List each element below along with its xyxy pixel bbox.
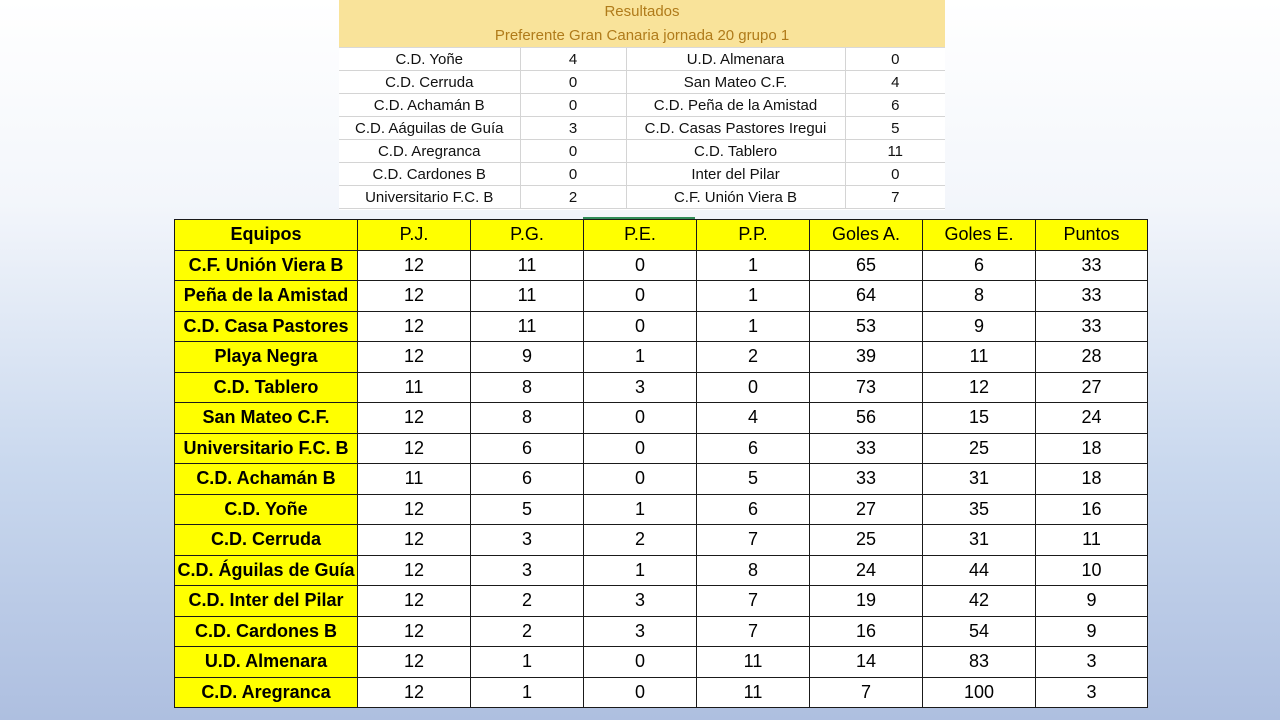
pj-cell: 11 xyxy=(358,464,471,495)
away-goals-cell: 4 xyxy=(845,71,945,94)
pe-cell: 3 xyxy=(584,616,697,647)
standings-row xyxy=(175,311,1148,342)
pp-cell: 2 xyxy=(697,342,810,373)
pj-cell: 12 xyxy=(358,525,471,556)
pg-cell: 9 xyxy=(471,342,584,373)
pe-cell: 0 xyxy=(584,250,697,281)
standings-panel xyxy=(174,219,1147,708)
pp-cell: 1 xyxy=(697,281,810,312)
away-team-cell: San Mateo C.F. xyxy=(626,71,845,94)
standings-row xyxy=(175,342,1148,373)
team-cell: C.F. Unión Viera B xyxy=(175,250,358,281)
standings-row xyxy=(175,586,1148,617)
goles-e-cell: 11 xyxy=(923,342,1036,373)
pj-cell: 12 xyxy=(358,403,471,434)
pp-cell: 11 xyxy=(697,677,810,708)
puntos-cell: 3 xyxy=(1036,647,1148,678)
away-team-cell: Inter del Pilar xyxy=(626,163,845,186)
standings-row xyxy=(175,403,1148,434)
results-panel xyxy=(339,0,945,210)
home-goals-cell: 0 xyxy=(520,71,626,94)
goles-a-cell: 65 xyxy=(810,250,923,281)
selection-marker xyxy=(583,217,695,219)
away-goals-cell: 0 xyxy=(845,48,945,71)
home-team-cell: C.D. Aregranca xyxy=(339,140,520,163)
result-row xyxy=(339,186,945,209)
pp-cell: 8 xyxy=(697,555,810,586)
goles-e-cell: 6 xyxy=(923,250,1036,281)
pj-cell: 12 xyxy=(358,281,471,312)
header-pp: P.P. xyxy=(697,220,810,251)
standings-row xyxy=(175,250,1148,281)
team-cell: C.D. Inter del Pilar xyxy=(175,586,358,617)
pe-cell: 1 xyxy=(584,494,697,525)
goles-e-cell: 44 xyxy=(923,555,1036,586)
pe-cell: 0 xyxy=(584,647,697,678)
goles-a-cell: 24 xyxy=(810,555,923,586)
pg-cell: 6 xyxy=(471,464,584,495)
team-cell: C.D. Achamán B xyxy=(175,464,358,495)
standings-row xyxy=(175,433,1148,464)
puntos-cell: 3 xyxy=(1036,677,1148,708)
pe-cell: 0 xyxy=(584,677,697,708)
result-row xyxy=(339,94,945,117)
pe-cell: 0 xyxy=(584,311,697,342)
away-team-cell: C.D. Peña de la Amistad xyxy=(626,94,845,117)
pj-cell: 12 xyxy=(358,311,471,342)
standings-table xyxy=(174,219,1148,708)
standings-row xyxy=(175,525,1148,556)
pj-cell: 12 xyxy=(358,677,471,708)
pe-cell: 0 xyxy=(584,403,697,434)
puntos-cell: 9 xyxy=(1036,616,1148,647)
away-team-cell: C.D. Casas Pastores Iregui xyxy=(626,117,845,140)
goles-a-cell: 64 xyxy=(810,281,923,312)
results-subtitle: Preferente Gran Canaria jornada 20 grupo 1 xyxy=(339,24,945,48)
standings-row xyxy=(175,616,1148,647)
goles-a-cell: 16 xyxy=(810,616,923,647)
goles-a-cell: 27 xyxy=(810,494,923,525)
pp-cell: 7 xyxy=(697,586,810,617)
goles-e-cell: 35 xyxy=(923,494,1036,525)
result-row xyxy=(339,71,945,94)
puntos-cell: 16 xyxy=(1036,494,1148,525)
pp-cell: 1 xyxy=(697,250,810,281)
home-team-cell: Universitario F.C. B xyxy=(339,186,520,209)
team-cell: C.D. Yoñe xyxy=(175,494,358,525)
home-goals-cell: 2 xyxy=(520,186,626,209)
puntos-cell: 18 xyxy=(1036,464,1148,495)
home-team-cell: C.D. Yoñe xyxy=(339,48,520,71)
team-cell: Universitario F.C. B xyxy=(175,433,358,464)
home-goals-cell: 0 xyxy=(520,94,626,117)
pp-cell: 6 xyxy=(697,433,810,464)
pp-cell: 1 xyxy=(697,311,810,342)
pp-cell: 0 xyxy=(697,372,810,403)
pj-cell: 12 xyxy=(358,433,471,464)
standings-row xyxy=(175,281,1148,312)
puntos-cell: 27 xyxy=(1036,372,1148,403)
pp-cell: 4 xyxy=(697,403,810,434)
pe-cell: 0 xyxy=(584,433,697,464)
away-team-cell: U.D. Almenara xyxy=(626,48,845,71)
pj-cell: 12 xyxy=(358,494,471,525)
away-team-cell: C.F. Unión Viera B xyxy=(626,186,845,209)
pg-cell: 2 xyxy=(471,616,584,647)
pg-cell: 1 xyxy=(471,677,584,708)
pg-cell: 11 xyxy=(471,281,584,312)
team-cell: C.D. Cerruda xyxy=(175,525,358,556)
home-team-cell: C.D. Cardones B xyxy=(339,163,520,186)
pe-cell: 2 xyxy=(584,525,697,556)
header-goles-e: Goles E. xyxy=(923,220,1036,251)
header-equipos: Equipos xyxy=(175,220,358,251)
results-title: Resultados xyxy=(339,0,945,24)
puntos-cell: 33 xyxy=(1036,311,1148,342)
goles-a-cell: 39 xyxy=(810,342,923,373)
puntos-cell: 33 xyxy=(1036,281,1148,312)
standings-row xyxy=(175,372,1148,403)
goles-a-cell: 53 xyxy=(810,311,923,342)
pg-cell: 6 xyxy=(471,433,584,464)
pe-cell: 1 xyxy=(584,342,697,373)
pg-cell: 3 xyxy=(471,555,584,586)
pg-cell: 3 xyxy=(471,525,584,556)
goles-e-cell: 8 xyxy=(923,281,1036,312)
puntos-cell: 24 xyxy=(1036,403,1148,434)
pe-cell: 0 xyxy=(584,281,697,312)
goles-e-cell: 25 xyxy=(923,433,1036,464)
pp-cell: 5 xyxy=(697,464,810,495)
goles-e-cell: 12 xyxy=(923,372,1036,403)
team-cell: C.D. Aregranca xyxy=(175,677,358,708)
pj-cell: 12 xyxy=(358,342,471,373)
pp-cell: 7 xyxy=(697,525,810,556)
pp-cell: 11 xyxy=(697,647,810,678)
team-cell: C.D. Tablero xyxy=(175,372,358,403)
header-puntos: Puntos xyxy=(1036,220,1148,251)
puntos-cell: 9 xyxy=(1036,586,1148,617)
home-goals-cell: 0 xyxy=(520,163,626,186)
team-cell: C.D. Cardones B xyxy=(175,616,358,647)
pj-cell: 11 xyxy=(358,372,471,403)
goles-a-cell: 7 xyxy=(810,677,923,708)
result-row xyxy=(339,48,945,71)
home-goals-cell: 4 xyxy=(520,48,626,71)
goles-e-cell: 83 xyxy=(923,647,1036,678)
away-goals-cell: 6 xyxy=(845,94,945,117)
goles-e-cell: 15 xyxy=(923,403,1036,434)
standings-row xyxy=(175,555,1148,586)
pg-cell: 11 xyxy=(471,311,584,342)
standings-row xyxy=(175,464,1148,495)
goles-a-cell: 73 xyxy=(810,372,923,403)
team-cell: U.D. Almenara xyxy=(175,647,358,678)
home-goals-cell: 0 xyxy=(520,140,626,163)
team-cell: Peña de la Amistad xyxy=(175,281,358,312)
header-pe: P.E. xyxy=(584,220,697,251)
header-goles-a: Goles A. xyxy=(810,220,923,251)
standings-row xyxy=(175,647,1148,678)
header-pg: P.G. xyxy=(471,220,584,251)
pg-cell: 11 xyxy=(471,250,584,281)
result-row xyxy=(339,140,945,163)
goles-e-cell: 100 xyxy=(923,677,1036,708)
puntos-cell: 18 xyxy=(1036,433,1148,464)
team-cell: C.D. Casa Pastores xyxy=(175,311,358,342)
pg-cell: 8 xyxy=(471,403,584,434)
away-goals-cell: 7 xyxy=(845,186,945,209)
away-goals-cell: 0 xyxy=(845,163,945,186)
pg-cell: 8 xyxy=(471,372,584,403)
pp-cell: 6 xyxy=(697,494,810,525)
pg-cell: 5 xyxy=(471,494,584,525)
goles-a-cell: 56 xyxy=(810,403,923,434)
away-goals-cell: 11 xyxy=(845,140,945,163)
goles-a-cell: 19 xyxy=(810,586,923,617)
header-pj: P.J. xyxy=(358,220,471,251)
pg-cell: 1 xyxy=(471,647,584,678)
team-cell: San Mateo C.F. xyxy=(175,403,358,434)
standings-row xyxy=(175,494,1148,525)
team-cell: C.D. Águilas de Guía xyxy=(175,555,358,586)
pe-cell: 0 xyxy=(584,464,697,495)
goles-a-cell: 33 xyxy=(810,464,923,495)
goles-e-cell: 42 xyxy=(923,586,1036,617)
home-team-cell: C.D. Aáguilas de Guía xyxy=(339,117,520,140)
away-goals-cell: 5 xyxy=(845,117,945,140)
pg-cell: 2 xyxy=(471,586,584,617)
goles-a-cell: 14 xyxy=(810,647,923,678)
team-cell: Playa Negra xyxy=(175,342,358,373)
goles-e-cell: 31 xyxy=(923,525,1036,556)
pe-cell: 1 xyxy=(584,555,697,586)
puntos-cell: 33 xyxy=(1036,250,1148,281)
standings-row xyxy=(175,677,1148,708)
standings-header-row xyxy=(175,220,1148,251)
goles-a-cell: 25 xyxy=(810,525,923,556)
pe-cell: 3 xyxy=(584,372,697,403)
puntos-cell: 28 xyxy=(1036,342,1148,373)
pj-cell: 12 xyxy=(358,555,471,586)
pj-cell: 12 xyxy=(358,647,471,678)
home-team-cell: C.D. Achamán B xyxy=(339,94,520,117)
pj-cell: 12 xyxy=(358,616,471,647)
pe-cell: 3 xyxy=(584,586,697,617)
goles-e-cell: 9 xyxy=(923,311,1036,342)
goles-e-cell: 54 xyxy=(923,616,1036,647)
pj-cell: 12 xyxy=(358,586,471,617)
goles-e-cell: 31 xyxy=(923,464,1036,495)
goles-a-cell: 33 xyxy=(810,433,923,464)
home-team-cell: C.D. Cerruda xyxy=(339,71,520,94)
away-team-cell: C.D. Tablero xyxy=(626,140,845,163)
puntos-cell: 10 xyxy=(1036,555,1148,586)
puntos-cell: 11 xyxy=(1036,525,1148,556)
result-row xyxy=(339,117,945,140)
pp-cell: 7 xyxy=(697,616,810,647)
pj-cell: 12 xyxy=(358,250,471,281)
home-goals-cell: 3 xyxy=(520,117,626,140)
results-table xyxy=(339,48,945,209)
result-row xyxy=(339,163,945,186)
